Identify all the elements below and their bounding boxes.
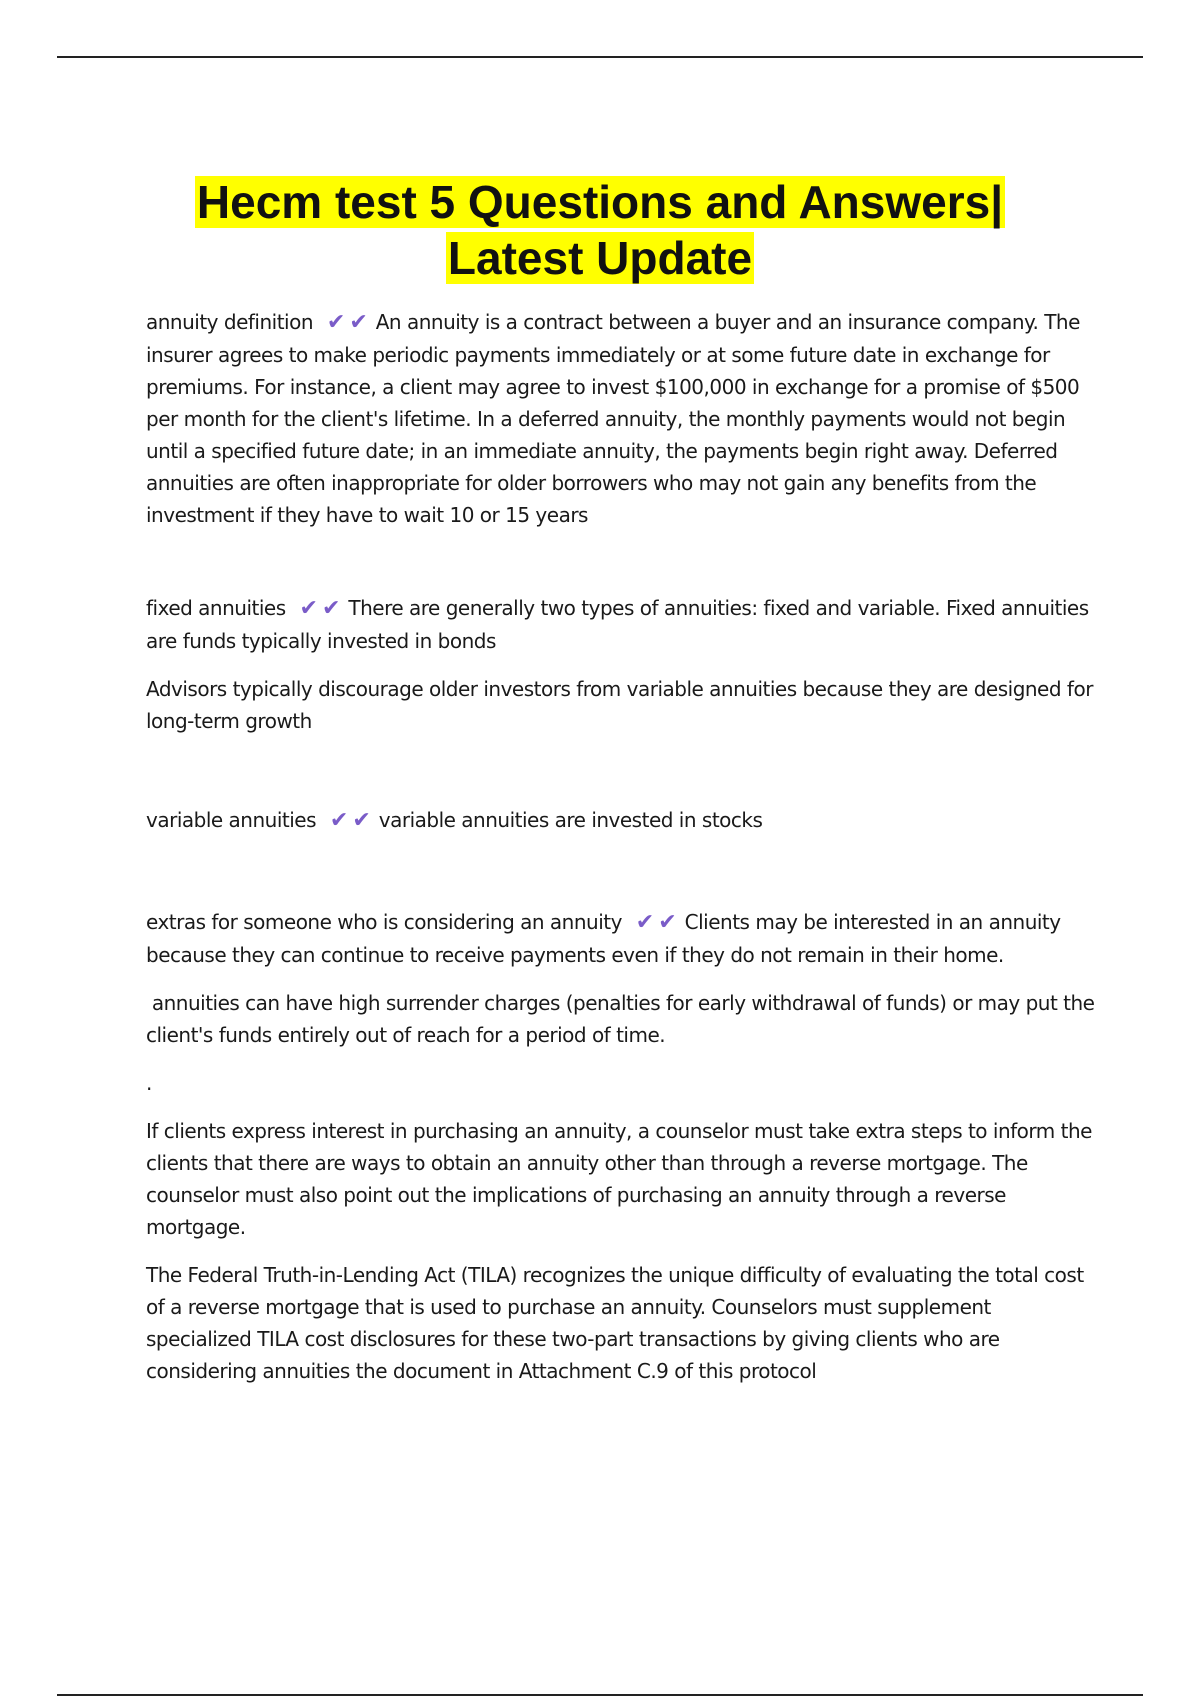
- term: variable annuities: [146, 808, 317, 832]
- check-icon: ✔: [658, 910, 681, 935]
- check-icon: ✔: [349, 310, 372, 335]
- qa-entry-variable-annuities: [146, 804, 1096, 837]
- answer: An annuity is a contract between a buyer and an insurance company. The insurer agrees to make periodic payments immediately or at some future date in exchange for premiums. For instance, a client may agree to invest $100,000 in exchange for a promise of $500 per month for the client's lifetime. In a deferred annuity, the monthly payments would not begin until a specified future date; in an immediate annuity, the payments begin right away. Deferred annuities are often inappropriate for older borrowers who may not gain any benefits from the investment if they have to wait 10 or 15 years: [146, 310, 1080, 527]
- paragraph: If clients express interest in purchasing an annuity, a counselor must take extra steps to inform the clients that there are ways to obtain an annuity other than through a reverse mortgage. The counselor must also point out the implications of purchasing an annuity through a reverse mortgage.: [146, 1119, 1092, 1239]
- check-icon: ✔: [329, 808, 353, 833]
- answer: Clients may be interested in an annuity because they can continue to receive payments even if they do not remain in their home.: [146, 910, 1061, 967]
- qa-entry-fixed-annuities: [146, 592, 1096, 657]
- paragraph: The Federal Truth-in-Lending Act (TILA) recognizes the unique difficulty of evaluating the total cost of a reverse mortgage that is used to purchase an annuity. Counselors must supplement specialized TILA cost disclosures for these two-part transactions by giving clients who are considering annuities the document in Attachment C.9 of this protocol: [146, 1263, 1084, 1383]
- dot-separator: .: [146, 1071, 152, 1095]
- qa-entry-annuity-definition: [146, 306, 1096, 531]
- title-line-1: Hecm test 5 Questions and Answers|: [196, 175, 1004, 228]
- check-icon: ✔: [326, 310, 350, 335]
- check-icon: ✔: [635, 910, 659, 935]
- term: annuity definition: [146, 310, 314, 334]
- document-body: [146, 306, 1101, 1387]
- double-check-icon: [327, 307, 372, 339]
- page-title: [100, 174, 1100, 286]
- top-rule: [57, 56, 1143, 58]
- paragraph: annuities can have high surrender charges (penalties for early withdrawal of funds) or may put the client's funds entirely out of reach for a period of time.: [146, 991, 1101, 1047]
- qa-entry-annuity-extras: [146, 906, 1096, 971]
- term: fixed annuities: [146, 596, 286, 620]
- bottom-rule: [57, 1694, 1143, 1696]
- double-check-icon: [330, 805, 375, 837]
- check-icon: ✔: [352, 808, 375, 833]
- check-icon: ✔: [299, 596, 322, 621]
- title-line-2: Latest Update: [447, 231, 753, 284]
- answer: variable annuities are invested in stocks: [378, 808, 763, 832]
- term: extras for someone who is considering an annuity: [146, 910, 622, 934]
- paragraph: Advisors typically discourage older investors from variable annuities because they are designed for long-term growth: [146, 677, 1093, 733]
- double-check-icon: [636, 907, 681, 939]
- check-icon: ✔: [321, 596, 345, 621]
- answer: There are generally two types of annuities: fixed and variable. Fixed annuities are funds typically invested in bonds: [146, 596, 1089, 653]
- double-check-icon: [300, 593, 345, 625]
